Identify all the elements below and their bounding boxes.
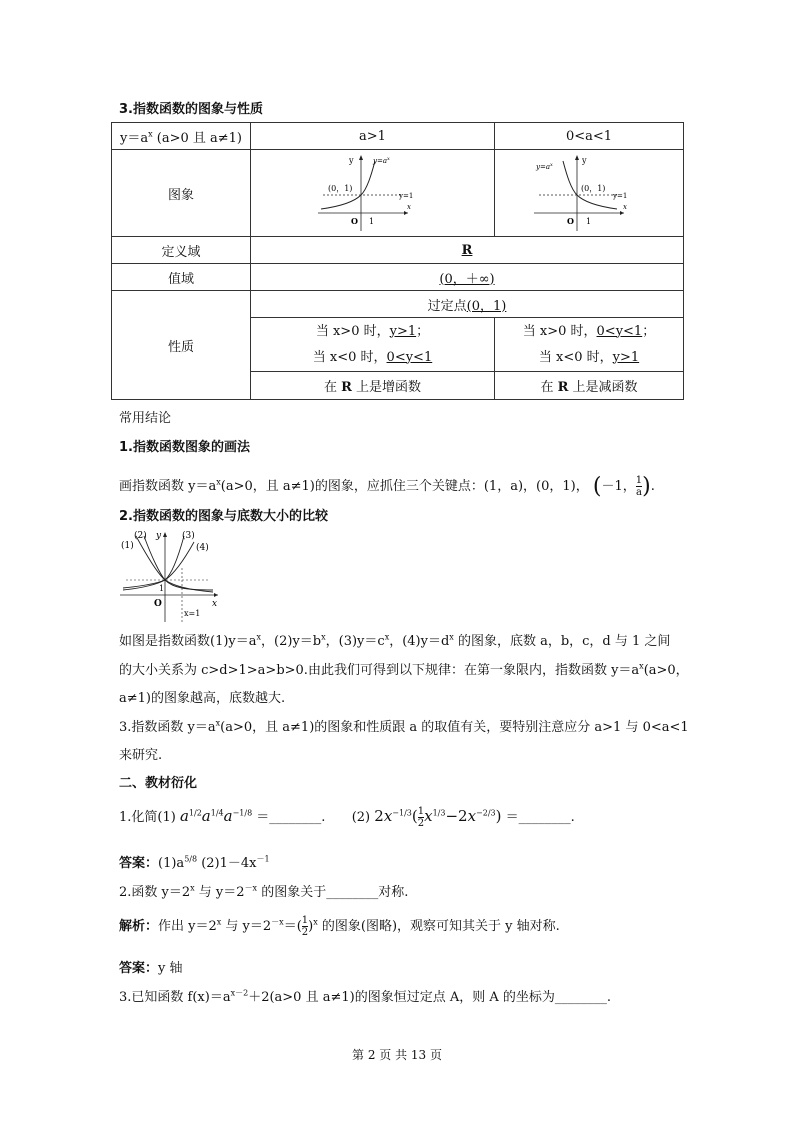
svg-text:x: x <box>623 203 627 211</box>
svg-text:x: x <box>212 599 218 609</box>
base-comparison-figure <box>118 528 222 624</box>
svg-text:y=1: y=1 <box>613 192 628 200</box>
props-a-lt-1: 当 x>0 时，0<y<1； 当 x<0 时，y>1 <box>495 318 684 372</box>
svg-text:(0，1): (0，1) <box>581 184 606 193</box>
question-3: 3.已知函数 $f(x)=a^{x-2}+2(a>0$ 且 a≠1)的图象恒过定点 A，则 A 的坐标为________. <box>119 988 612 1005</box>
paragraph-3-line-2: 来研究. <box>119 748 163 763</box>
paragraph-2-line-3: a≠1)的图象越高，底数越大. <box>119 691 286 706</box>
svg-text:1: 1 <box>368 217 374 226</box>
svg-text:(2): (2) <box>134 531 147 541</box>
paragraph-3-line-1: 3.指数函数 $y=a^x(a>0$，且 a≠1)的图象和性质跟 a 的取值有关，要特别注意应分 a>1 与 0<a<1 <box>119 718 689 735</box>
svg-text:O: O <box>154 599 162 609</box>
answer-1: 答案：$(1)a^{5/8}$ $(2)1-4x^{-1}$ <box>119 854 270 871</box>
range-value: (0，＋∞) <box>251 264 684 291</box>
svg-text:(3): (3) <box>182 531 195 541</box>
section-title: 3.指数函数的图象与性质 <box>119 102 263 117</box>
paragraph-2-line-2: 的大小关系为 c>d>1>a>b>0.由此我们可得到以下规律：在第一象限内，指数函数 $y=a^x(a>0$， <box>119 661 689 678</box>
answer-2: 答案：y 轴 <box>119 961 183 976</box>
heading-2: 2.指数函数的图象与底数大小的比较 <box>119 509 328 524</box>
monotonic-increasing: 在 R 上是增函数 <box>251 372 495 400</box>
svg-text:1: 1 <box>159 584 165 593</box>
svg-text:y=ax: $y=a^x$ <box>372 156 390 165</box>
header-a-lt-1: 0<a<1 <box>495 123 684 150</box>
domain-label: 定义域 <box>112 237 251 264</box>
svg-text:y: y <box>348 156 354 165</box>
fixed-point: 过定点(0，1) <box>251 291 684 318</box>
header-a-gt-1: a>1 <box>251 123 495 150</box>
props-a-gt-1: 当 x>0 时，y>1； 当 x<0 时，0<y<1 <box>251 318 495 372</box>
svg-text:x: x <box>406 203 411 211</box>
svg-text:O: O <box>350 216 358 226</box>
page-footer: 第 2 页 共 13 页 <box>352 1048 442 1062</box>
analysis-2: 解析：作出 $y=2^x$ 与 $y=2^{-x}=$( $\frac{1}{2}$ )$^x$ 的图象(图略)，观察可知其关于 y 轴对称. <box>119 915 560 938</box>
heading-1: 1.指数函数图象的画法 <box>119 440 250 455</box>
properties-table <box>111 122 684 400</box>
svg-text:(4): (4) <box>196 543 209 553</box>
svg-text:y=1: y=1 <box>398 192 413 200</box>
common-conclusions: 常用结论 <box>119 411 172 426</box>
svg-text:1: 1 <box>586 217 592 226</box>
header-function: $y=a^x$ (a>0 且 a≠1) <box>112 123 251 150</box>
graph-a-lt-1-cell <box>495 150 684 237</box>
question-2: 2.函数 $y=2^x$ 与 $y=2^{-x}$ 的图象关于________对称. <box>119 883 409 900</box>
graph-a-gt-1-cell <box>251 150 495 237</box>
domain-value: R <box>251 237 684 264</box>
svg-text:y: y <box>582 156 587 165</box>
question-1: 1.化简(1) $a^{1/2}a^{1/4}a^{-1/8}$ ＝________. (2) $2x^{-1/3}$( $\frac{1}{2}$ $x^{1/3}-2x^{-2/3}$) ＝________. <box>119 806 575 829</box>
monotonic-decreasing: 在 R 上是减函数 <box>495 372 684 400</box>
paragraph-2-line-1: 如图是指数函数$(1)y=a^x$，$(2)y=b^x$，$(3)y=c^x$，$(4)y=d^x$ 的图象，底数 a，b，c，d 与 1 之间 <box>119 632 671 649</box>
graph-decreasing <box>529 151 649 235</box>
svg-text:(1): (1) <box>121 541 134 551</box>
svg-text:y=ax: $y=a^x$ <box>536 162 553 171</box>
svg-text:(0，1): (0，1) <box>327 184 352 193</box>
svg-text:x=1: x=1 <box>184 609 201 618</box>
paragraph-1: 画指数函数 $y=a^x(a>0$，且 a≠1)的图象，应抓住三个关键点：(1，a)，(0，1)， (－1， $\frac{1}{a}$ ). <box>119 474 655 499</box>
props-label: 性质 <box>112 291 251 400</box>
svg-text:O: O <box>567 216 574 226</box>
graph-increasing <box>313 151 433 235</box>
svg-text:y: y <box>156 531 162 541</box>
image-label: 图象 <box>112 150 251 237</box>
range-label: 值域 <box>112 264 251 291</box>
section-2-title: 二、教材衍化 <box>119 776 198 791</box>
